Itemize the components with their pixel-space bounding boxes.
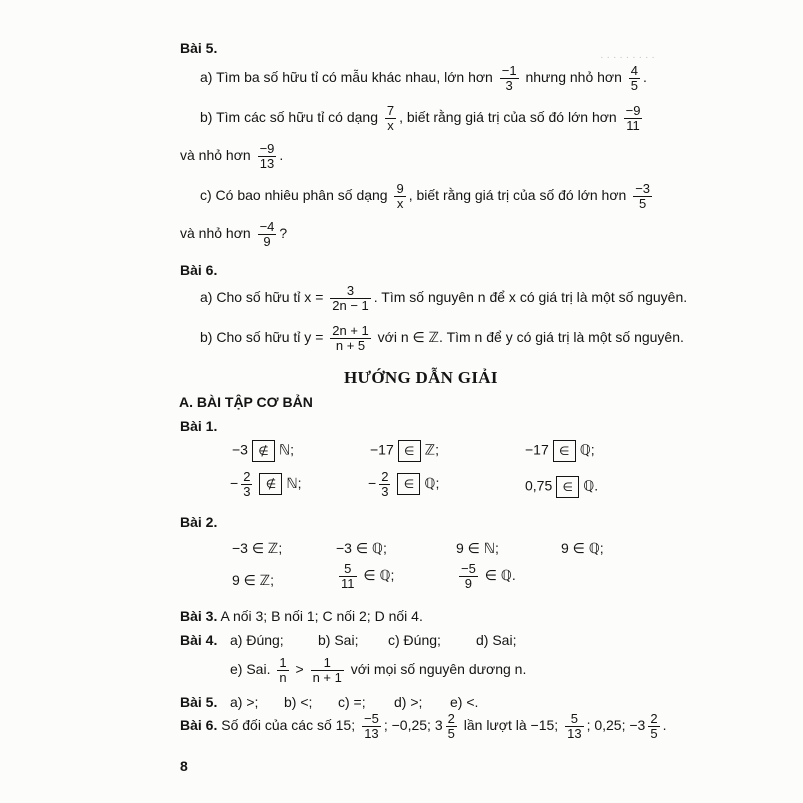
answer-box: ∈ (553, 440, 576, 462)
ans5-item: a) >; (230, 694, 259, 710)
ans2-heading: Bài 2. (180, 514, 218, 530)
bai6-part-a: a) Cho số hữu tỉ x = $\frac{3}{2n - 1}$ . Tìm số nguyên n để x có giá trị là một số nguyên. (200, 283, 688, 313)
fraction: $\frac{1}{n + 1}$ (312, 655, 342, 685)
fraction: $\frac{-4}{9}$ (259, 219, 275, 249)
bai6-heading: Bài 6. (180, 262, 218, 278)
ans4-item-e: e) Sai. $\frac{1}{n}$ > $\frac{1}{n + 1}$ với mọi số nguyên dương n. (230, 655, 527, 685)
fraction: $\frac{5}{11}$ (341, 561, 355, 591)
ans4-heading: Bài 4. (180, 632, 218, 648)
bai5-part-c: c) Có bao nhiêu phân số dạng $\frac{9}{x}$ , biết rằng giá trị của số đó lớn hơn $\frac{-3}{5}$ (200, 181, 651, 211)
ans4-item: d) Sai; (476, 632, 517, 648)
ans2-item: $\frac{5}{11}$ ∈ ℚ; (341, 561, 395, 591)
fraction: $\frac{1}{n}$ (279, 655, 287, 685)
fraction: $\frac{2}{3}$ (243, 469, 251, 499)
ans4-item: a) Đúng; (230, 632, 284, 648)
ans1-heading: Bài 1. (180, 418, 218, 434)
bai5-part-c-cont: và nhỏ hơn $\frac{-4}{9}$ ? (180, 219, 288, 249)
ans2-item: 9 ∈ ℚ; (561, 540, 604, 556)
bai5-part-b: b) Tìm các số hữu tỉ có dạng $\frac{7}{x}$ , biết rằng giá trị của số đó lớn hơn $\frac{-9}{11}$ (200, 103, 641, 133)
section-heading: A. BÀI TẬP CƠ BẢN (179, 394, 313, 410)
guide-title: HƯỚNG DẪN GIẢI (344, 368, 498, 387)
fraction: $\frac{-5}{13}$ (364, 711, 379, 741)
fraction: $\frac{5}{13}$ (567, 711, 582, 741)
bai5-heading: Bài 5. (180, 40, 218, 56)
answer-box: ∈ (398, 440, 421, 462)
ans1-item: 0,75 ∈ ℚ. (525, 476, 598, 498)
ans5-item: c) =; (338, 694, 366, 710)
fraction: $\frac{4}{5}$ (630, 63, 639, 93)
ans2-item: 9 ∈ ℕ; (456, 540, 499, 556)
fraction: $\frac{2}{5}$ (650, 711, 658, 741)
ans2-item: −3 ∈ ℚ; (336, 540, 387, 556)
ans4-item: c) Đúng; (388, 632, 441, 648)
ans5-item: e) <. (450, 694, 479, 710)
fraction: $\frac{-5}{9}$ (461, 561, 476, 591)
fraction: $\frac{-9}{13}$ (259, 141, 275, 171)
ans1-item: −17 ∈ ℚ; (525, 440, 595, 462)
answer-box: ∉ (252, 440, 275, 462)
answer-box: ∉ (259, 473, 282, 495)
ans1-item: − $\frac{2}{3}$ ∉ ℕ; (230, 469, 302, 499)
answer-box: ∈ (556, 476, 579, 498)
ans2-item: −3 ∈ ℤ; (232, 540, 283, 556)
ans2-item: $\frac{-5}{9}$ ∈ ℚ. (461, 561, 516, 591)
ans2-item: 9 ∈ ℤ; (232, 572, 275, 588)
fraction: $\frac{-1}{3}$ (501, 63, 517, 93)
bleed-through-text: · · · · · · · · · (600, 52, 655, 64)
ans1-item: −3 ∉ ℕ; (232, 440, 294, 462)
bai6-part-b: b) Cho số hữu tỉ y = $\frac{2n + 1}{n + 5}$ với n ∈ ℤ. Tìm n để y có giá trị là một số nguyên. (200, 323, 684, 353)
ans3-line: Bài 3. A nối 3; B nối 1; C nối 2; D nối 4. (180, 608, 423, 624)
fraction: $\frac{2n + 1}{n + 5}$ (332, 323, 369, 353)
ans1-item: − $\frac{2}{3}$ ∈ ℚ; (368, 469, 440, 499)
fraction: $\frac{9}{x}$ (396, 181, 404, 211)
fraction: $\frac{7}{x}$ (386, 103, 395, 133)
ans5-item: d) >; (394, 694, 423, 710)
fraction: $\frac{3}{2n - 1}$ (332, 283, 369, 313)
ans5-item: b) <; (284, 694, 313, 710)
bai5-part-b-cont: và nhỏ hơn $\frac{-9}{13}$ . (180, 141, 284, 171)
answer-box: ∈ (397, 473, 420, 495)
bai5-part-a: a) Tìm ba số hữu tỉ có mẫu khác nhau, lớn hơn $\frac{-1}{3}$ nhưng nhỏ hơn $\frac{4}{5}$ . (200, 63, 647, 93)
fraction: $\frac{2}{3}$ (381, 469, 389, 499)
ans5-heading: Bài 5. (180, 694, 218, 710)
ans6-line: Bài 6. Số đối của các số 15; $\frac{-5}{13}$ ; −0,25; 3 $\frac{2}{5}$ lần lượt là −15; $\frac{5}{13}$ ; 0,25; −3 $\frac{2}{5}$ . (180, 711, 667, 741)
ans1-item: −17 ∈ ℤ; (370, 440, 439, 462)
fraction: $\frac{-3}{5}$ (635, 181, 651, 211)
page-number: 8 (180, 758, 188, 774)
fraction: $\frac{-9}{11}$ (625, 103, 641, 133)
ans4-item: b) Sai; (318, 632, 359, 648)
fraction: $\frac{2}{5}$ (447, 711, 455, 741)
